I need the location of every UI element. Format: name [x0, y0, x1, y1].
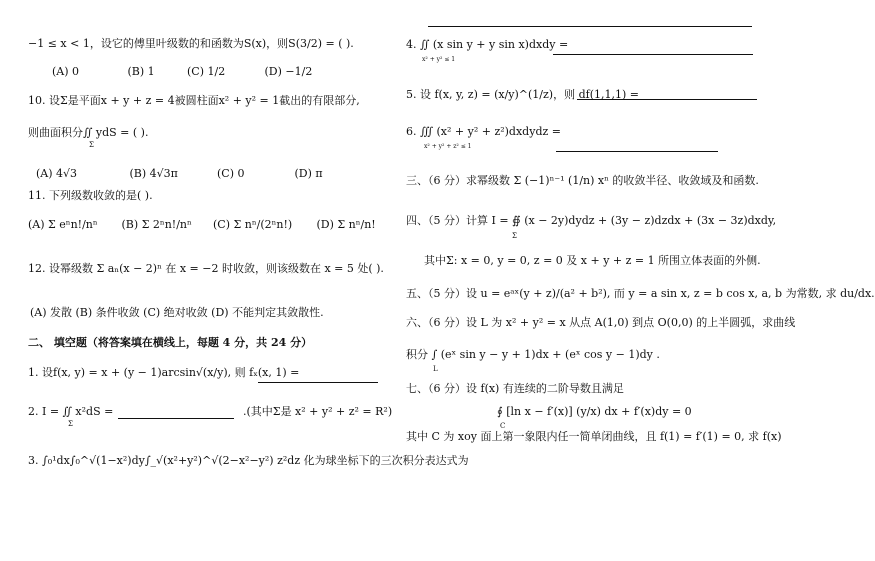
section-4-note: 其中Σ: x = 0, y = 0, z = 0 及 x + y + z = 1 所围立体表面的外侧. — [424, 254, 761, 267]
fill-q1: 1. 设f(x, y) = x + (y − 1)arcsin√(x/y), 则 fₓ(x, 1) = — [28, 366, 300, 379]
q9-stem: −1 ≤ x < 1，设它的傅里叶级数的和函数为S(x)，则S(3/2) = ( ). — [28, 37, 354, 50]
q10-integral-subscript: Σ — [89, 141, 94, 149]
fill-q2-note: .(其中Σ是 x² + y² + z² = R²) — [243, 405, 393, 418]
q11-options — [28, 218, 376, 232]
q11-option-c: (C) Σ nⁿ/(2ⁿn!) — [213, 218, 293, 231]
q9-option-b: (B) 1 — [127, 65, 155, 78]
section-7-line1: 七、（6 分）设 f(x) 有连续的二阶导数且满足 — [406, 382, 624, 395]
q12-options: (A) 发散 (B) 条件收敛 (C) 绝对收敛 (D) 不能判定其敛散性. — [30, 306, 324, 319]
fill-q4: 4. ∬ (x sin y + y sin x)dxdy = — [406, 38, 569, 51]
fill-q6-answer-line — [556, 151, 718, 152]
q10-option-d: (D) π — [294, 167, 323, 180]
fill-q2-answer-line — [118, 418, 234, 419]
q9-option-c: (C) 1/2 — [187, 65, 226, 78]
fill-q4-answer-line — [553, 54, 753, 55]
q10-stem: 10. 设Σ是平面x + y + z = 4被圆柱面x² + y² = 1截出的有限部分, — [28, 94, 360, 107]
q12-stem: 12. 设幂级数 Σ aₙ(x − 2)ⁿ 在 x = −2 时收敛，则该级数在 x = 5 处( ). — [28, 262, 384, 275]
section-2-title: 二、 填空题（将答案填在横线上，每题 4 分，共 24 分） — [28, 336, 313, 349]
section-4-subscript: Σ — [512, 232, 517, 240]
fill-q1-answer-line — [258, 382, 378, 383]
q10-option-b: (B) 4√3π — [129, 167, 178, 180]
section-6-line1: 六、（6 分）设 L 为 x² + y² = x 从点 A(1,0) 到点 O(0,0) 的上半圆弧，求曲线 — [406, 316, 796, 329]
q10-integral: 则曲面积分∬ ydS = ( ). — [28, 126, 149, 139]
fill-q4-subscript: x² + y² ≤ 1 — [422, 56, 456, 63]
q9-options — [52, 65, 312, 79]
q11-stem: 11. 下列级数收敛的是( ). — [28, 189, 153, 202]
section-6-subscript: L — [433, 365, 438, 373]
section-7-subscript: C — [500, 422, 506, 430]
fill-q6: 6. ∭ (x² + y² + z²)dxdydz = — [406, 125, 561, 138]
section-7-equation: ∮ [ln x − f′(x)] (y/x) dx + f′(x)dy = 0 — [497, 405, 692, 418]
q9-option-a: (A) 0 — [52, 65, 80, 78]
q11-option-d: (D) Σ nⁿ/n! — [316, 218, 376, 231]
q10-option-c: (C) 0 — [217, 167, 245, 180]
top-answer-line — [428, 26, 752, 27]
fill-q3: 3. ∫₀¹dx∫₀^√(1−x²)dy∫_√(x²+y²)^√(2−x²−y²) z²dz 化为球坐标下的三次积分表达式为 — [28, 454, 469, 467]
fill-q6-subscript: x² + y² + z² ≤ 1 — [424, 143, 472, 150]
fill-q2: 2. I = ∬ x²dS = — [28, 405, 114, 418]
q10-options — [36, 167, 323, 181]
section-7-line2: 其中 C 为 xoy 面上第一象限内任一简单闭曲线，且 f(1) = f′(1) = 0, 求 f(x) — [406, 430, 782, 443]
q11-option-b: (B) Σ 2ⁿn!/nⁿ — [121, 218, 192, 231]
q11-option-a: (A) Σ eⁿn!/nⁿ — [28, 218, 98, 231]
q10-option-a: (A) 4√3 — [36, 167, 78, 180]
fill-q5: 5. 设 f(x, y, z) = (x/y)^(1/z)，则 df(1,1,1) = — [406, 88, 639, 101]
section-3: 三、（6 分）求幂级数 Σ (−1)ⁿ⁻¹ (1/n) xⁿ 的收敛半径、收敛域及和函数. — [406, 174, 759, 187]
section-4: 四、（5 分）计算 I = ∯ (x − 2y)dydz + (3y − z)dzdx + (3x − 3z)dxdy, — [406, 214, 777, 227]
q9-option-d: (D) −1/2 — [264, 65, 313, 78]
fill-q5-answer-line — [577, 99, 757, 100]
section-6-line2: 积分 ∫ (eˣ sin y − y + 1)dx + (eˣ cos y − 1)dy . — [406, 348, 660, 361]
fill-q2-subscript: Σ — [68, 420, 73, 428]
section-5: 五、（5 分）设 u = eᵃˣ(y + z)/(a² + b²), 而 y = a sin x, z = b cos x, a, b 为常数, 求 du/dx. — [406, 287, 875, 300]
